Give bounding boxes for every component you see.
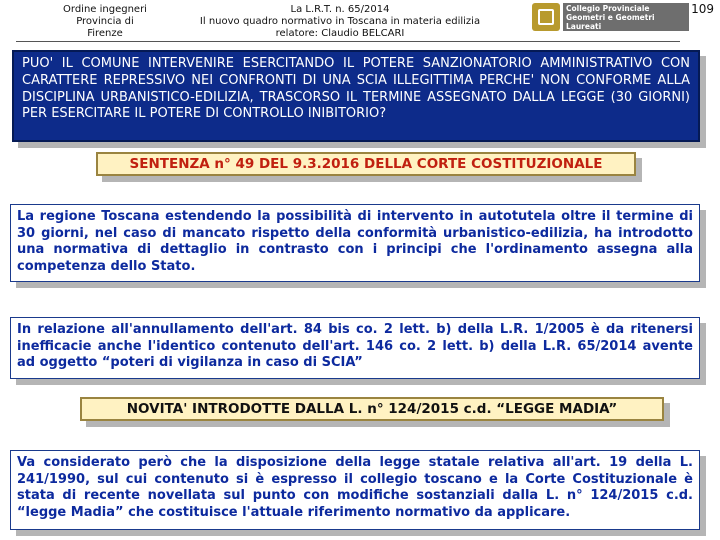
header-left-line: Ordine ingegneri — [63, 4, 147, 15]
logo-line: di Firenze — [566, 31, 608, 40]
question-text: PUO' IL COMUNE INTERVENIRE ESERCITANDO IL POTERE SANZIONATORIO AMMINISTRATIVO CON CARATTERE REPRESSIVO NEI CONFRONTI DI UNA SCIA ILLEGITTIMA PERCHE' NON CONFORME ALLA DISCIPLINA URBANISTICO-EDILIZIA, TRASCORSO IL TERMINE ASSEGNATO DALLA LEGGE (30 GIORNI) PER ESERCITARE IL POTERE DI CONTROLLO INIBITORIO? — [22, 56, 690, 122]
logo-line: Geometri e Geometri Laureati — [566, 13, 655, 31]
header-left-line: Firenze — [87, 28, 123, 39]
collegio-logo-icon — [532, 3, 560, 31]
header-divider — [16, 41, 680, 42]
page-number: 109 — [691, 2, 714, 16]
sentence-title: SENTENZA n° 49 DEL 9.3.2016 DELLA CORTE COSTITUZIONALE — [129, 156, 603, 172]
header-presentation-title — [190, 4, 490, 40]
logo-line: Collegio Provinciale — [566, 4, 650, 13]
collegio-logo-text — [563, 3, 689, 40]
header-center-line: Il nuovo quadro normativo in Toscana in materia edilizia — [199, 16, 481, 27]
header-organization — [40, 4, 170, 40]
paragraph-box-2 — [10, 317, 700, 379]
novita-title-box — [80, 397, 664, 421]
sentence-title-box — [96, 152, 636, 176]
paragraph-text: In relazione all'annullamento dell'art. 84 bis co. 2 lett. b) della L.R. 1/2005 è da ritenersi inefficacie anche l'identico contenuto dell'art. 146 co. 2 lett. b) della L.R. 65/2014 avente ad oggetto “poteri di vigilanza in caso di SCIA” — [17, 322, 693, 370]
question-box — [12, 50, 700, 142]
paragraph-box-3 — [10, 450, 700, 530]
paragraph-text: La regione Toscana estendendo la possibilità di intervento in autotutela oltre il termine di 30 giorni, nel caso di mancato rispetto della conformità urbanistico-edilizia, ha introdotto una normativa di dettaglio in contrasto con i principi che l'ordinamento assegna alla competenza dello Stato. — [17, 209, 693, 274]
novita-title: NOVITA' INTRODOTTE DALLA L. n° 124/2015 c.d. “LEGGE MADIA” — [126, 401, 618, 417]
header-left-line: Provincia di — [76, 16, 134, 27]
paragraph-box-1 — [10, 204, 700, 282]
header-center-line: relatore: Claudio BELCARI — [275, 28, 405, 39]
header-center-line: La L.R.T. n. 65/2014 — [290, 4, 390, 15]
paragraph-text: Va considerato però che la disposizione della legge statale relativa all'art. 19 della L. 241/1990, sul cui contenuto si è espresso il collegio toscano e la Corte Costituzionale è stata di recente novellata sul punto con modifiche sostanziali dalla L. n° 124/2015 c.d. “legge Madia” che costituisce l'attuale riferimento normativo da applicare. — [17, 455, 693, 520]
